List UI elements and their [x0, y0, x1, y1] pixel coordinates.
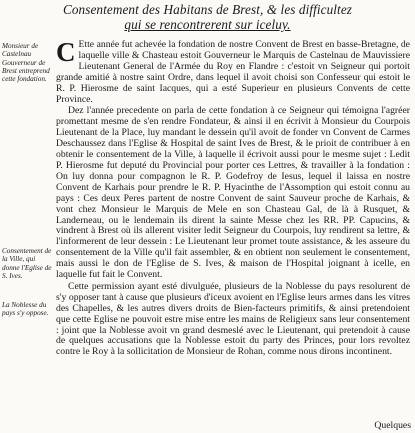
body-text	[56, 37, 410, 359]
paragraph-2: Dez l'année precedente on parla de cette fondation à ce Seigneur qui témoigna l'agréer promettant mesme de s'en rendre Fondateur, & ainsi il en écrivit à Monsieur du Courpois Lieutenant de la Place, luy mandant le dessein qu'il avoit de fonder vn Convent de Carmes Deschaussez dans l'Eglise & Hospital de saint Ives de Brest, & le prioit de contribuer à en obtenir le consentement de la Ville, à laquelle il écrivoit aussi pour le mesme sujet : Ledit P. Hierosme fut deputé du Provincial pour porter ces Lettres, & travailler à la fondation : On luy donna pour compagnon le R. P. Godefroy de Iesus, lequel il laissa en nostre Convent de Karhais pour prendre le R. P. Hyacinthe de l'Assomption qui estoit connu au pays : Ces deux Peres partent de nostre Convent de saint Sauveur proche de Karhais, & vont chez Monsieur le Marquis de Mele en son Chasteau Gal, de là à Rusquet, & Landerneau, ou le lendemain ils dirent la sainte Messe chez les RR. PP. Capucins, & vindrent à Brest où ils allerent visiter ledit Seigneur du Courpois, luy rendirent sa lettre, & l'informerent de leur dessein : Le Lieutenant leur promet toute assistance, & les asseure du consentement de la Ville qu'il fait assembler, & en obtient non seulement le consentement, mais aussi le don de l'Eglise de S. Ives, & maison de l'Hospital joignant à icelle, en laquelle fut fait le Convent.	[56, 105, 410, 281]
paragraph-3: Cette permission ayant esté divulguée, plusieurs de la Noblesse du pays resolurent de s'y opposer tant à cause que plusieurs d'iceux avoient en l'Eglise leurs armes dans les vitres des Chapelles, & les autres divers droits de Bien-facteurs primitifs, & ainsi pretendoient que cette Eglise ne pouvoit estre mise entre les mains de Religieux sans leur consentement : joint que la Noblesse avoit vn grand desmeslé avec le Lieutenant, qui pretendoit à cause de quelques accusations que la Noblesse estoit du party des Princes, pour lors revoltez contre le Roy à la sollicitation de Monsieur de Rohan, comme nous dirons incontinent.	[56, 280, 410, 358]
drop-cap: C	[56, 37, 76, 67]
margin-note-castelnau: Monsieur de Castelnau Gouverneur de Brest entreprend cette fondation.	[2, 42, 50, 84]
chapter-title	[0, 2, 415, 32]
catchword: Quelques	[374, 420, 411, 431]
paragraph-1: C Ette année fut achevée la fondation de nostre Convent de Brest en basse-Bretagne, de laquelle ville & Chasteau estoit Gouverneur le Marquis de Castelnau de Mauvissiere Lieutenant General de l'Armée du Roy en Flandre : c'estoit vn Seigneur qui portoit grande amitié à nostre saint Ordre, dans lequel il avoit choisi son Confesseur qui estoit le R. P. Hierosme de saint Iacques, qui a esté Superieur en plusieurs Convents de cette Province.	[56, 37, 410, 105]
margin-note-ville: Consentement de la Ville, qui donne l'Eglise de S. Ives.	[2, 247, 52, 280]
title-line-1: Consentement des Habitans de Brest, & les difficultez	[62, 2, 353, 17]
title-line-2: qui se rencontrerent sur iceluy.	[124, 17, 291, 32]
margin-note-noblesse: La Noblesse du pays s'y oppose.	[2, 301, 49, 318]
